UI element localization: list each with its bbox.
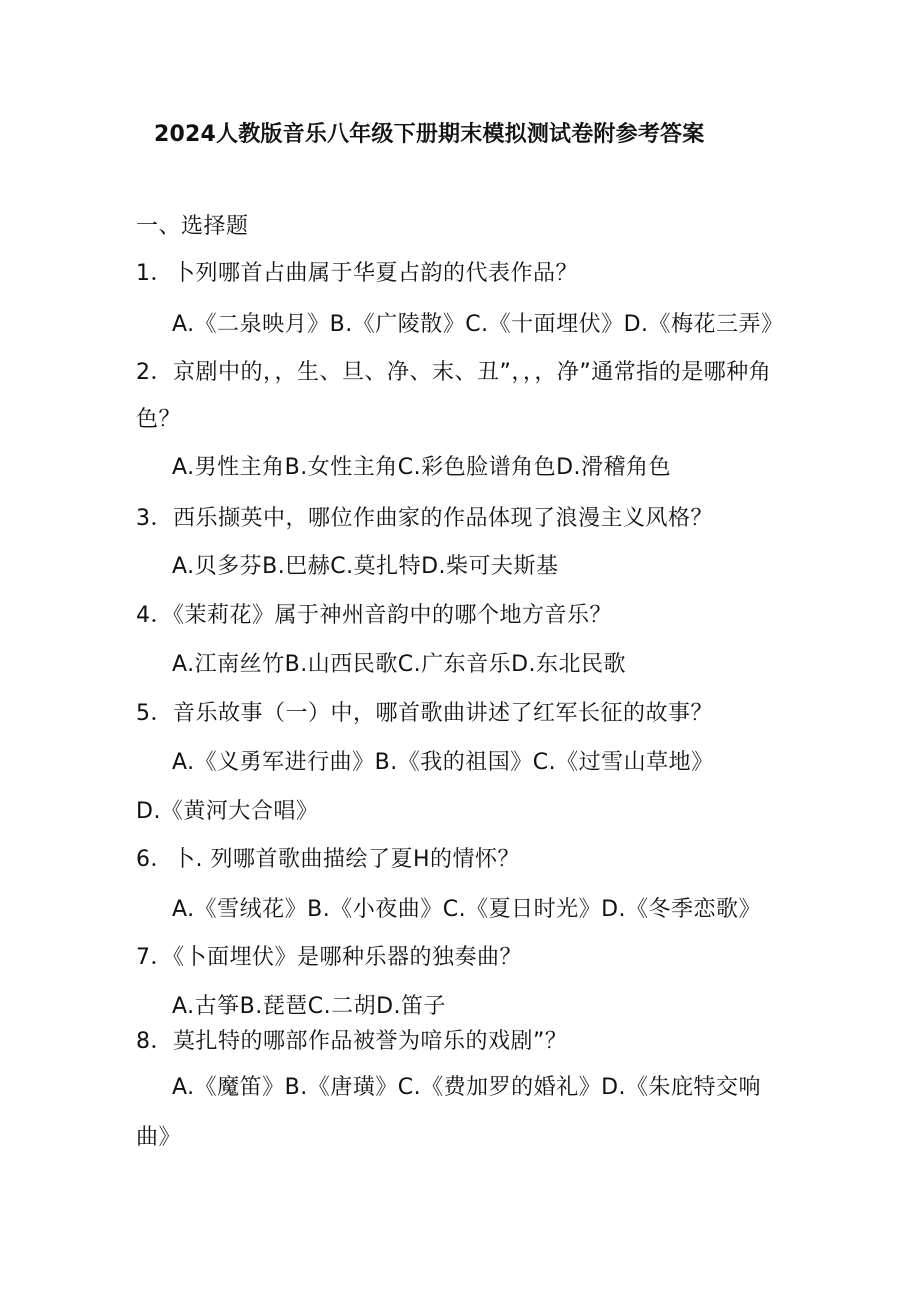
question-2: 2．京剧中的，，生、旦、净、末、丑”，，，净”通常指的是哪种角 xyxy=(136,360,772,385)
question-7-options: A.古筝B.琵琶C.二胡D.笛子 xyxy=(172,994,447,1019)
question-2-options: A.男性主角B.女性主角C.彩色脸谱角色D.滑稽角色 xyxy=(172,455,672,480)
question-7: 7．《卜面埋伏》是哪种乐器的独奏曲？ xyxy=(136,945,522,970)
question-1-options: A.《二泉映月》B.《广陵散》C.《十面埋伏》D.《梅花三弄》 xyxy=(172,312,784,337)
question-5-options: A.《义勇军进行曲》B.《我的祖国》C.《过雪山草地》 xyxy=(172,750,714,775)
question-6-options: A.《雪绒花》B.《小夜曲》C.《夏日时光》D.《冬季恋歌》 xyxy=(172,897,762,922)
question-5: 5．音乐故事（一）中，哪首歌曲讲述了红军长征的故事？ xyxy=(136,701,713,726)
question-5-options-continued: D.《黄河大合唱》 xyxy=(136,799,319,824)
question-2-continued: 色？ xyxy=(136,407,182,432)
question-3: 3．西乐撷英中，哪位作曲家的作品体现了浪漫主义风格？ xyxy=(136,506,713,531)
question-1: 1．卜列哪首占曲属于华夏占韵的代表作品？ xyxy=(136,261,578,286)
question-4-options: A.江南丝竹B.山西民歌C.广东音乐D.东北民歌 xyxy=(172,652,627,677)
question-6: 6．卜. 列哪首歌曲描绘了夏H的情怀？ xyxy=(136,847,521,872)
question-3-options: A.贝多芬B.巴赫C.莫扎特D.柴可夫斯基 xyxy=(172,554,559,579)
question-8-options: A.《魔笛》B.《唐璜》C.《费加罗的婚礼》D.《朱庇特交响 xyxy=(172,1075,762,1100)
question-8: 8．莫扎特的哪部作品被誉为喑乐的戏剧”？ xyxy=(136,1029,568,1054)
document-title: 2024人教版音乐八年级下册期末模拟测试卷附参考答案 xyxy=(154,122,705,147)
section-heading: 一、选择题 xyxy=(136,214,249,239)
question-4: 4．《茉莉花》属于神州音韵中的哪个地方音乐？ xyxy=(136,603,612,628)
question-8-options-continued: 曲》 xyxy=(136,1125,182,1150)
